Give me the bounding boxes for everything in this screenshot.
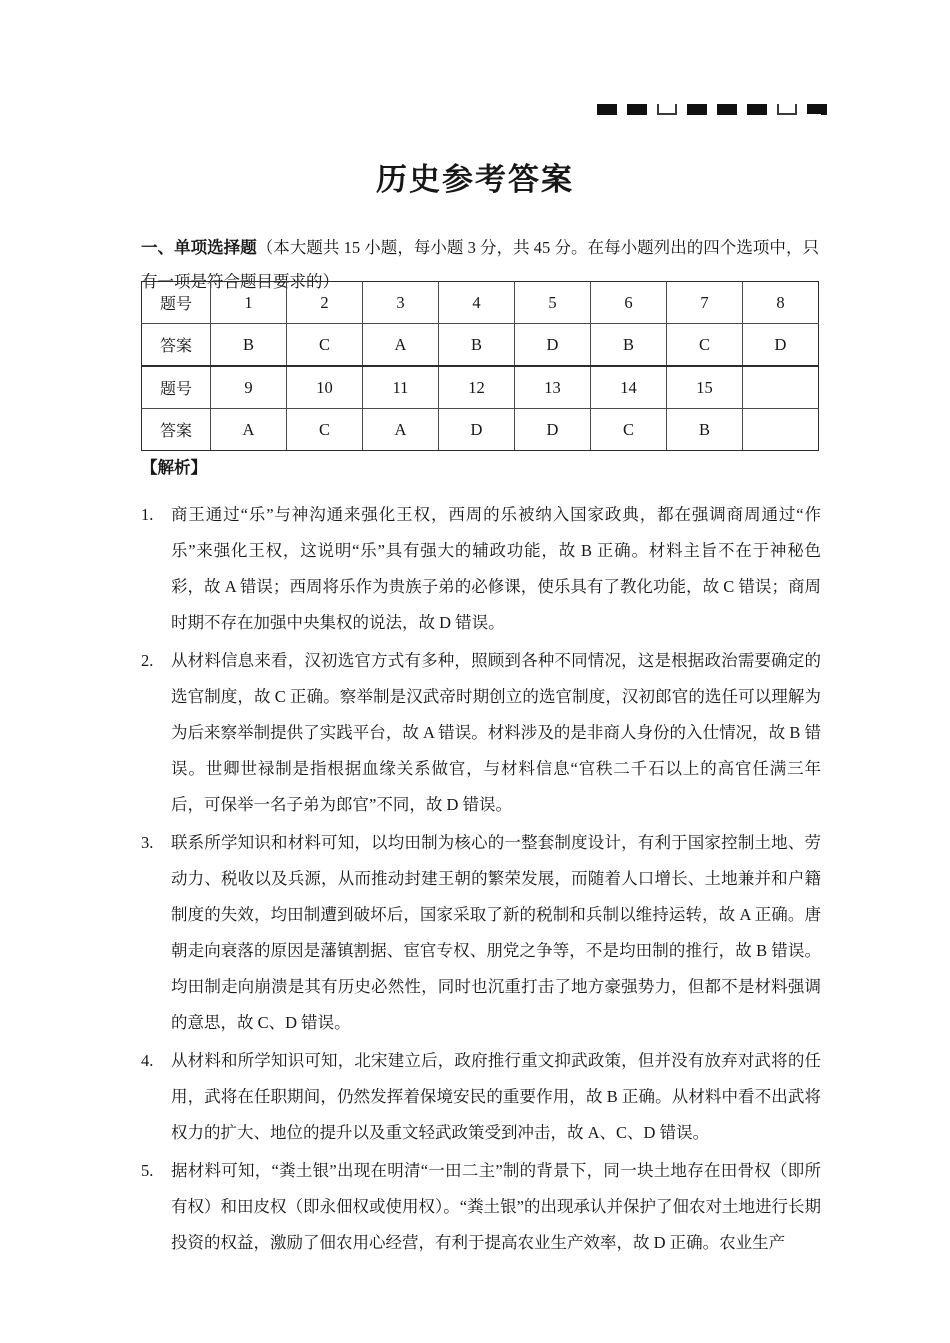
table-cell: 5	[515, 282, 591, 324]
analysis-item-number: 5.	[141, 1161, 154, 1180]
registration-mark-8	[807, 104, 827, 115]
table-cell: 9	[211, 366, 287, 409]
table-cell: D	[743, 324, 819, 367]
answer-table	[141, 281, 819, 451]
registration-mark-4	[687, 104, 707, 115]
analysis-item-text: 联系所学知识和材料可知，以均田制为核心的一整套制度设计，有利于国家控制土地、劳动力、税收以及兵源，从而推动封建王朝的繁荣发展，而随着人口增长、土地兼并和户籍制度的失效，均田制遭到破坏后，国家采取了新的税制和兵制以维持运转，故 A 正确。唐朝走向衰落的原因是藩镇割据、宦官专权、朋党之争等，不是均田制的推行，故 B 错误。均田制走向崩溃是其有历史必然性，同时也沉重打击了地方豪强势力，但都不是材料强调的意思，故 C、D 错误。	[171, 833, 821, 1032]
table-cell: 8	[743, 282, 819, 324]
table-row-answers-2	[142, 409, 819, 451]
page-title: 历史参考答案	[376, 161, 574, 197]
analysis-item	[141, 825, 821, 1041]
table-cell: D	[439, 409, 515, 451]
table-cell-empty	[743, 366, 819, 409]
analysis-item-text: 商王通过“乐”与神沟通来强化王权，西周的乐被纳入国家政典，都在强调商周通过“作乐”来强化王权，这说明“乐”具有强大的辅政功能，故 B 正确。材料主旨不在于神秘色彩，故 A 错误；西周将乐作为贵族子弟的必修课，使乐具有了教化功能，故 C 错误；商周时期不存在加强中央集权的说法，故 D 错误。	[171, 505, 821, 632]
table-cell: 10	[287, 366, 363, 409]
registration-mark-5	[717, 104, 737, 115]
table-cell: B	[591, 324, 667, 367]
table-cell: C	[591, 409, 667, 451]
analysis-item-number: 1.	[141, 505, 154, 524]
analysis-item	[141, 497, 821, 641]
table-cell: 4	[439, 282, 515, 324]
table-cell: A	[363, 324, 439, 367]
row-label-answer-1: 答案	[142, 324, 211, 367]
registration-mark-3	[657, 104, 677, 115]
analysis-item	[141, 643, 821, 823]
table-cell: C	[287, 324, 363, 367]
analysis-item-text: 据材料可知，“粪土银”出现在明清“一田二主”制的背景下，同一块土地存在田骨权（即所有权）和田皮权（即永佃权或使用权）。“粪土银”的出现承认并保护了佃农对土地进行长期投资的权益，激励了佃农用心经营，有利于提高农业生产效率，故 D 正确。农业生产	[171, 1161, 821, 1252]
analysis-item	[141, 1043, 821, 1151]
table-cell: 11	[363, 366, 439, 409]
analysis-item-text: 从材料信息来看，汉初选官方式有多种，照顾到各种不同情况，这是根据政治需要确定的选官制度，故 C 正确。察举制是汉武帝时期创立的选官制度，汉初郎官的选任可以理解为为后来察举制提供了实践平台，故 A 错误。材料涉及的是非商人身份的入仕情况，故 B 错误。世卿世禄制是指根据血缘关系做官，与材料信息“官秩二千石以上的高官任满三年后，可保举一名子弟为郎官”不同，故 D 错误。	[171, 651, 821, 814]
table-cell: D	[515, 324, 591, 367]
table-cell: 2	[287, 282, 363, 324]
analysis-item-text: 从材料和所学知识可知，北宋建立后，政府推行重文抑武政策，但并没有放弃对武将的任用，武将在任职期间，仍然发挥着保境安民的重要作用，故 B 正确。从材料中看不出武将权力的扩大、地位的提升以及重文轻武政策受到冲击，故 A、C、D 错误。	[171, 1051, 821, 1142]
analysis-heading: 【解析】	[141, 458, 207, 477]
table-cell: C	[667, 324, 743, 367]
section-heading-lead: 一、单项选择题	[141, 237, 257, 257]
table-cell: A	[211, 409, 287, 451]
analysis-item-number: 3.	[141, 833, 154, 852]
table-cell: C	[287, 409, 363, 451]
table-cell: D	[515, 409, 591, 451]
table-cell: 6	[591, 282, 667, 324]
table-cell-empty	[743, 409, 819, 451]
table-cell: 1	[211, 282, 287, 324]
table-row-questions-1	[142, 282, 819, 324]
registration-mark-7	[777, 104, 797, 115]
table-cell: 13	[515, 366, 591, 409]
registration-mark-2	[627, 104, 647, 115]
registration-mark-6	[747, 104, 767, 115]
table-row-questions-2	[142, 366, 819, 409]
row-label-question-2: 题号	[142, 366, 211, 409]
answer-table-body	[142, 282, 819, 451]
table-cell: 12	[439, 366, 515, 409]
analysis-item-number: 2.	[141, 651, 154, 670]
table-row-answers-1	[142, 324, 819, 367]
table-cell: B	[667, 409, 743, 451]
row-label-answer-2: 答案	[142, 409, 211, 451]
section-heading-description: （本大题共 15 小题，每小题 3 分，共 45 分。在每小题列出的四个选项中，只有一项是符合题目要求的）	[141, 237, 820, 291]
table-cell: 15	[667, 366, 743, 409]
analysis-list	[141, 497, 821, 1263]
analysis-item-number: 4.	[141, 1051, 154, 1070]
registration-mark-1	[597, 104, 617, 115]
table-cell: 7	[667, 282, 743, 324]
table-cell: B	[439, 324, 515, 367]
scan-registration-marks	[597, 104, 827, 122]
table-cell: 3	[363, 282, 439, 324]
row-label-question-1: 题号	[142, 282, 211, 324]
analysis-item	[141, 1153, 821, 1261]
table-cell: A	[363, 409, 439, 451]
table-cell: B	[211, 324, 287, 367]
table-cell: 14	[591, 366, 667, 409]
